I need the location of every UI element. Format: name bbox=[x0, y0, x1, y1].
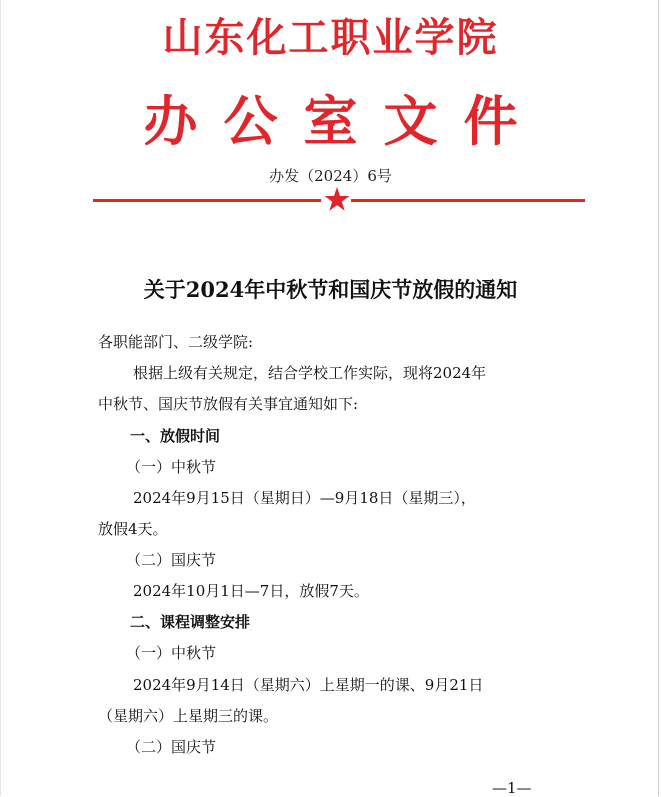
subsection-heading: （一）中秋节 bbox=[126, 644, 217, 662]
red-separator-line-left bbox=[93, 199, 321, 202]
star-icon bbox=[324, 186, 350, 212]
section-heading: 二、课程调整安排 bbox=[130, 613, 251, 631]
body-paragraph-line: 2024年10月1日—7日，放假7天。 bbox=[133, 582, 369, 600]
notice-title: 关于2024年中秋节和国庆节放假的通知 bbox=[143, 277, 518, 302]
page-number: —1— bbox=[492, 779, 532, 797]
document-type-title: 办公室文件 bbox=[143, 90, 544, 153]
body-paragraph-line: 2024年9月14日（星期六）上星期一的课、9月21日 bbox=[133, 676, 484, 694]
organization-name: 山东化工职业学院 bbox=[162, 15, 499, 61]
salutation: 各职能部门、二级学院: bbox=[98, 333, 254, 351]
red-separator-line-right bbox=[351, 199, 585, 202]
body-paragraph-line: 2024年9月15日（星期日）—9月18日（星期三）， bbox=[133, 489, 476, 507]
body-paragraph-line: 中秋节、国庆节放假有关事宜通知如下: bbox=[98, 395, 359, 413]
section-heading: 一、放假时间 bbox=[130, 427, 221, 445]
subsection-heading: （二）国庆节 bbox=[126, 738, 217, 756]
body-paragraph-line: （星期六）上星期三的课。 bbox=[98, 707, 279, 725]
body-paragraph-line: 放假4天。 bbox=[98, 520, 168, 538]
subsection-heading: （一）中秋节 bbox=[126, 458, 217, 476]
subsection-heading: （二）国庆节 bbox=[126, 551, 217, 569]
document-number: 办发（2024）6号 bbox=[269, 167, 392, 185]
body-paragraph-line: 根据上级有关规定，结合学校工作实际，现将2024年 bbox=[133, 364, 487, 382]
